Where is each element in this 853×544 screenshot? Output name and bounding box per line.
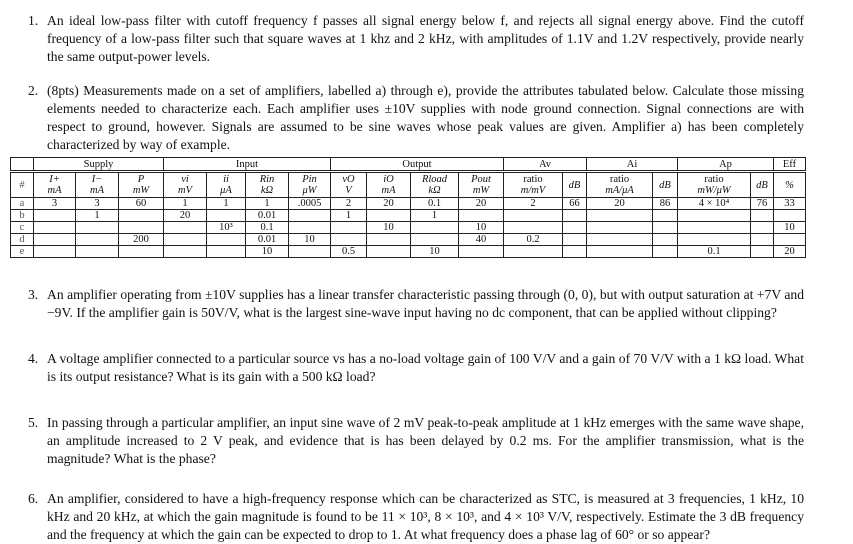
table-cell	[289, 246, 331, 258]
table-cell: 10	[774, 222, 806, 234]
table-cell: 4 × 10⁴	[678, 198, 751, 210]
table-cell: 200	[119, 234, 164, 246]
table-cell: 1	[76, 210, 119, 222]
column-header	[563, 172, 587, 198]
column-header	[367, 172, 411, 198]
group-header: Eff	[774, 158, 806, 172]
column-header	[34, 172, 76, 198]
table-cell: 1	[411, 210, 459, 222]
column-symbol: vO	[342, 174, 355, 185]
question-text: An amplifier operating from ±10V supplies has a linear transfer characteristic passing through (0, 0), but with output saturation at +7V and −9V. If the amplifier gain is 50V/V, what is the largest sine-wave input having no dc component, that can be applied without clipping?	[47, 287, 804, 320]
column-symbol: Rin	[259, 174, 275, 185]
column-unit: mV	[178, 185, 192, 196]
question-3	[28, 286, 804, 322]
row-label: a	[11, 198, 34, 210]
question-text: A voltage amplifier connected to a particular source vs has a no-load voltage gain of 100 V/V and a gain of 70 V/V with a 1 kΩ load. What is its output resistance? What is its gain with a 500 kΩ load?	[47, 351, 804, 384]
question-number: 2.	[28, 83, 39, 98]
column-symbol: %	[785, 179, 794, 191]
group-header: Input	[164, 158, 331, 172]
column-symbol: Pout	[471, 174, 491, 185]
table-cell: 0.5	[331, 246, 367, 258]
column-symbol: dB	[568, 179, 581, 191]
table-cell	[678, 222, 751, 234]
row-label: d	[11, 234, 34, 246]
column-unit: μA	[220, 185, 232, 196]
column-unit: m/mV	[520, 185, 546, 196]
table-cell: 2	[331, 198, 367, 210]
table-cell	[774, 210, 806, 222]
question-number: 1.	[28, 13, 39, 28]
group-header: Output	[331, 158, 504, 172]
table-cell	[367, 210, 411, 222]
column-unit: kΩ	[428, 185, 441, 196]
table-cell	[587, 234, 653, 246]
table-cell	[164, 222, 207, 234]
question-6	[28, 490, 804, 544]
row-label: b	[11, 210, 34, 222]
column-header	[774, 172, 806, 198]
table-cell	[76, 222, 119, 234]
column-unit: μW	[302, 185, 317, 196]
column-symbol: P	[137, 174, 145, 185]
table-cell	[459, 210, 504, 222]
table-cell	[207, 246, 246, 258]
column-symbol: ratio	[609, 174, 630, 185]
column-header	[678, 172, 751, 198]
column-header	[751, 172, 774, 198]
column-symbol: iO	[383, 174, 394, 185]
table-cell: 60	[119, 198, 164, 210]
column-symbol: I+	[49, 174, 60, 185]
table-cell	[76, 234, 119, 246]
table-cell: 10	[411, 246, 459, 258]
table-cell	[119, 222, 164, 234]
amplifier-table	[10, 157, 806, 258]
column-unit: mW	[472, 185, 490, 196]
table-cell: 20	[367, 198, 411, 210]
table-cell: 2	[504, 198, 563, 210]
column-symbol: Rload	[421, 174, 448, 185]
group-header-blank	[11, 158, 34, 172]
table-cell: 20	[587, 198, 653, 210]
column-header	[653, 172, 678, 198]
column-header	[76, 172, 119, 198]
column-header	[207, 172, 246, 198]
column-symbol: ratio	[523, 174, 543, 185]
table-row	[11, 210, 806, 222]
question-2	[28, 82, 804, 154]
table-row	[11, 246, 806, 258]
table-cell	[504, 210, 563, 222]
table-cell: 1	[331, 210, 367, 222]
column-header	[164, 172, 207, 198]
table-cell	[653, 210, 678, 222]
column-symbol: vi	[181, 174, 189, 185]
table-cell	[164, 246, 207, 258]
table-cell: 20	[164, 210, 207, 222]
table-cell	[504, 246, 563, 258]
table-cell	[563, 234, 587, 246]
table-cell	[459, 246, 504, 258]
column-unit: mA/μA	[605, 185, 634, 196]
table-cell: 10³	[207, 222, 246, 234]
table-cell	[34, 246, 76, 258]
table-cell	[289, 210, 331, 222]
question-number: 5.	[28, 415, 39, 430]
table-cell	[563, 222, 587, 234]
column-symbol: dB	[756, 179, 768, 191]
row-label: c	[11, 222, 34, 234]
table-cell: 1	[246, 198, 289, 210]
question-text: (8pts) Measurements made on a set of amplifiers, labelled a) through e), provide the attributes tabulated below. Calculate those missing elements needed to characterize each. Each amplifier uses ±10V supplies with node ground connection. Signal connections are with respect to ground, however. Signals are assumed to be sine waves whose peak values are given. Amplifier a) has been completely characterized by way of example.	[47, 83, 804, 152]
table-cell	[678, 210, 751, 222]
question-text: In passing through a particular amplifier, an input sine wave of 2 mV peak-to-peak amplitude at 1 kHz emerges with the same wave shape, an amplitude increased to 2 V peak, and evidence that is has been delayed by 0.2 ms. For the amplifier transmission, what is the magnitude? What is the phase?	[47, 415, 804, 466]
table-cell: 33	[774, 198, 806, 210]
table-cell: 10	[367, 222, 411, 234]
table-cell	[653, 222, 678, 234]
column-header	[411, 172, 459, 198]
table-cell: 76	[751, 198, 774, 210]
table-cell	[34, 210, 76, 222]
table-cell	[411, 234, 459, 246]
column-unit: mW	[132, 185, 150, 196]
table-cell: 10	[459, 222, 504, 234]
table-cell	[774, 234, 806, 246]
column-header	[459, 172, 504, 198]
column-unit: mA	[90, 185, 104, 196]
question-number: 4.	[28, 351, 39, 366]
question-5	[28, 414, 804, 468]
column-header	[11, 172, 34, 198]
column-symbol: Pin	[302, 174, 317, 185]
table-cell	[119, 246, 164, 258]
table-cell: 86	[653, 198, 678, 210]
group-header: Ai	[587, 158, 678, 172]
column-unit: mA	[381, 185, 396, 196]
table-cell: 1	[164, 198, 207, 210]
table-cell	[331, 222, 367, 234]
table-cell	[331, 234, 367, 246]
column-header	[331, 172, 367, 198]
table-cell	[34, 234, 76, 246]
table-cell	[751, 222, 774, 234]
table-cell: 0.01	[246, 210, 289, 222]
column-symbol: I−	[91, 174, 103, 185]
column-symbol: #	[19, 179, 25, 191]
table-cell: 10	[289, 234, 331, 246]
table-cell: 40	[459, 234, 504, 246]
table-cell	[563, 246, 587, 258]
table-cell	[653, 234, 678, 246]
table-cell	[751, 210, 774, 222]
table-cell: 0.1	[411, 198, 459, 210]
column-header	[504, 172, 563, 198]
question-text: An amplifier, considered to have a high-frequency response which can be characterized as STC, is measured at 3 frequencies, 1 kHz, 10 kHz and 20 kHz, at which the gain magnitude is found to be 11 × 10³, 8 × 10³, and 4 × 10³ V/V, respectively. Estimate the 3 dB frequency and the frequency at which the gain can be expected to drop to 1. At what frequency does a phase lag of 60° or so appear?	[47, 491, 804, 542]
group-header: Supply	[34, 158, 164, 172]
column-unit: kΩ	[260, 185, 274, 196]
table-cell	[563, 210, 587, 222]
column-header	[289, 172, 331, 198]
column-unit: V	[345, 185, 352, 196]
table-cell: 66	[563, 198, 587, 210]
question-number: 3.	[28, 287, 39, 302]
table-cell	[367, 234, 411, 246]
column-unit: mW/μW	[697, 185, 731, 196]
table-cell	[207, 210, 246, 222]
table-cell	[76, 246, 119, 258]
table-cell	[587, 210, 653, 222]
table-cell: .0005	[289, 198, 331, 210]
table-cell: 3	[76, 198, 119, 210]
column-symbol: ratio	[704, 174, 724, 185]
group-header: Av	[504, 158, 587, 172]
table-cell	[653, 246, 678, 258]
question-text: An ideal low-pass filter with cutoff frequency f passes all signal energy below f, and rejects all signal energy above. Find the cutoff frequency of a low-pass filter such that square waves at 1 khz and 2 kHz, with amplitudes of 1.1V and 1.2V respectively, provide nearly the same output-power levels.	[47, 13, 804, 64]
table-cell	[587, 222, 653, 234]
group-header: Ap	[678, 158, 774, 172]
column-header	[119, 172, 164, 198]
column-header	[246, 172, 289, 198]
question-number: 6.	[28, 491, 39, 506]
column-header	[587, 172, 653, 198]
table-cell	[207, 234, 246, 246]
table-cell	[411, 222, 459, 234]
table-row	[11, 222, 806, 234]
column-unit: mA	[47, 185, 62, 196]
table-cell	[34, 222, 76, 234]
table-cell	[367, 246, 411, 258]
table-cell	[504, 222, 563, 234]
table-cell	[164, 234, 207, 246]
table-cell	[119, 210, 164, 222]
table-cell: 20	[459, 198, 504, 210]
table-cell: 3	[34, 198, 76, 210]
question-4	[28, 350, 804, 386]
table-cell: 0.1	[246, 222, 289, 234]
table-cell: 0.2	[504, 234, 563, 246]
table-cell: 1	[207, 198, 246, 210]
column-symbol: dB	[659, 179, 671, 191]
table-cell	[751, 246, 774, 258]
row-label: e	[11, 246, 34, 258]
table-cell	[678, 234, 751, 246]
question-1	[28, 12, 804, 66]
table-row	[11, 198, 806, 210]
table-row	[11, 234, 806, 246]
table-cell	[587, 246, 653, 258]
table-cell: 20	[774, 246, 806, 258]
table-cell: 0.01	[246, 234, 289, 246]
column-symbol: ii	[223, 174, 229, 185]
table-cell	[289, 222, 331, 234]
table-cell: 10	[246, 246, 289, 258]
table-cell: 0.1	[678, 246, 751, 258]
table-cell	[751, 234, 774, 246]
